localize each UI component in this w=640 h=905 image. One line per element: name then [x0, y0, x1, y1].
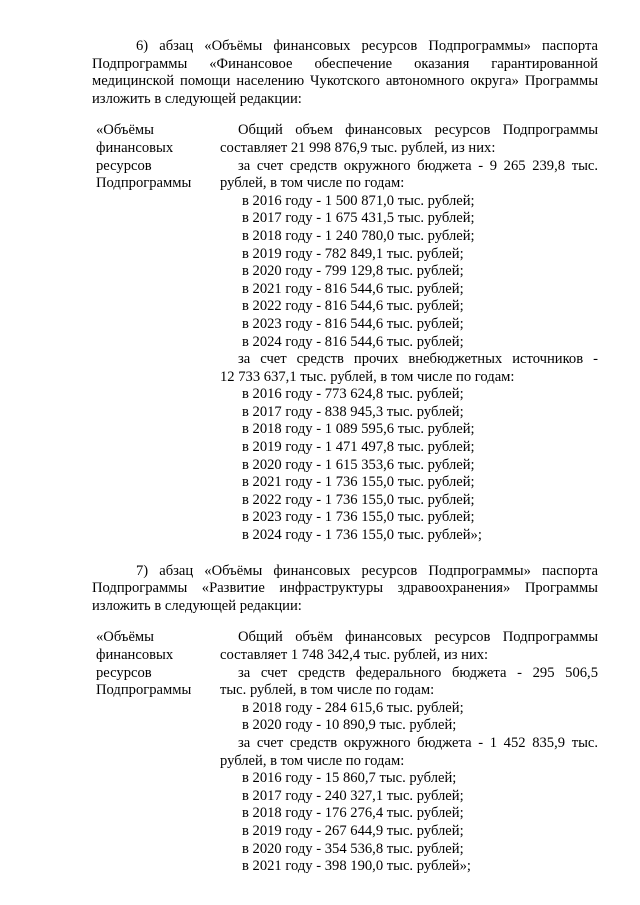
okrug-cont-line: рублей, в том числе по годам:: [220, 752, 405, 769]
year-line: в 2017 году - 1 675 431,5 тыс. рублей;: [242, 210, 475, 227]
year-line: в 2019 году - 782 849,1 тыс. рублей;: [242, 245, 464, 262]
label-line: «Объёмы: [96, 122, 154, 139]
year-line: в 2022 году - 816 544,6 тыс. рублей;: [242, 298, 464, 315]
total-line: Общий объем финансовых ресурсов Подпрограммы: [238, 122, 598, 139]
block-content: [220, 629, 598, 875]
label-line: Подпрограммы: [96, 682, 192, 699]
block-label: [92, 122, 220, 544]
year-line: в 2021 году - 816 544,6 тыс. рублей;: [242, 280, 464, 297]
year-line: в 2020 году - 1 615 353,6 тыс. рублей;: [242, 456, 475, 473]
okrug-cont-line: рублей, в том числе по годам:: [220, 175, 405, 192]
total-cont-line: составляет 21 998 876,9 тыс. рублей, из них:: [220, 139, 496, 156]
total-line: Общий объём финансовых ресурсов Подпрограммы: [238, 629, 598, 646]
fed-head-line: за счет средств федерального бюджета - 295 506,5: [238, 664, 598, 681]
year-line: в 2019 году - 1 471 497,8 тыс. рублей;: [242, 439, 475, 456]
year-line: в 2017 году - 838 945,3 тыс. рублей;: [242, 403, 464, 420]
year-line: в 2020 году - 799 129,8 тыс. рублей;: [242, 263, 464, 280]
fed-cont-line: тыс. рублей, в том числе по годам:: [220, 682, 435, 699]
fed-years-list: [220, 700, 598, 735]
other-cont-line: 12 733 637,1 тыс. рублей, в том числе по годам:: [220, 368, 515, 385]
year-line: в 2022 году - 1 736 155,0 тыс. рублей;: [242, 491, 475, 508]
paragraph-7: 7) абзац «Объёмы финансовых ресурсов Подпрограммы» паспорта Подпрограммы «Развитие инфраструктуры здравоохранения» Программы изложить в следующей редакции:: [92, 562, 598, 614]
year-line: в 2019 году - 267 644,9 тыс. рублей;: [242, 822, 464, 839]
year-line: в 2016 году - 15 860,7 тыс. рублей;: [242, 770, 457, 787]
label-line: финансовых: [96, 647, 174, 663]
other-head-line: за счет средств прочих внебюджетных источников -: [238, 351, 598, 368]
other-years-list: [220, 386, 598, 544]
year-line: в 2018 году - 284 615,6 тыс. рублей;: [242, 699, 464, 716]
label-line: ресурсов: [96, 664, 152, 681]
year-line: в 2020 году - 10 890,9 тыс. рублей;: [242, 717, 457, 734]
year-line: в 2023 году - 1 736 155,0 тыс. рублей;: [242, 509, 475, 526]
funding-block-2: [92, 629, 598, 875]
year-line: в 2016 году - 773 624,8 тыс. рублей;: [242, 386, 464, 403]
year-line: в 2018 году - 1 089 595,6 тыс. рублей;: [242, 421, 475, 438]
year-line: в 2024 году - 816 544,6 тыс. рублей;: [242, 333, 464, 350]
year-line: в 2018 году - 176 276,4 тыс. рублей;: [242, 805, 464, 822]
year-line: в 2016 году - 1 500 871,0 тыс. рублей;: [242, 192, 475, 209]
year-line: в 2024 году - 1 736 155,0 тыс. рублей»;: [242, 527, 482, 544]
year-line: в 2023 году - 816 544,6 тыс. рублей;: [242, 315, 464, 332]
paragraph-6: 6) абзац «Объёмы финансовых ресурсов Подпрограммы» паспорта Подпрограммы «Финансовое обеспечение оказания гарантированной медицинской помощи населению Чукотского автономного округа» Программы изложить в следующей редакции:: [92, 38, 598, 107]
year-line: в 2021 году - 398 190,0 тыс. рублей»;: [242, 858, 471, 875]
okrug-head-line: за счет средств окружного бюджета - 9 265 239,8 тыс.: [238, 157, 598, 174]
year-line: в 2020 году - 354 536,8 тыс. рублей;: [242, 840, 464, 857]
year-line: в 2021 году - 1 736 155,0 тыс. рублей;: [242, 474, 475, 491]
okrug-years-list: [220, 770, 598, 876]
label-line: ресурсов: [96, 157, 152, 174]
document-page: [92, 38, 598, 876]
year-line: в 2017 году - 240 327,1 тыс. рублей;: [242, 787, 464, 804]
block-content: [220, 122, 598, 544]
funding-block-1: [92, 122, 598, 544]
block-label: [92, 629, 220, 875]
label-line: финансовых: [96, 139, 174, 156]
label-line: «Объёмы: [96, 629, 154, 646]
okrug-years-list: [220, 193, 598, 351]
total-cont-line: составляет 1 748 342,4 тыс. рублей, из них:: [220, 647, 489, 663]
label-line: Подпрограммы: [96, 175, 192, 192]
okrug-head-line: за счет средств окружного бюджета - 1 452 835,9 тыс.: [238, 734, 598, 751]
year-line: в 2018 году - 1 240 780,0 тыс. рублей;: [242, 227, 475, 244]
